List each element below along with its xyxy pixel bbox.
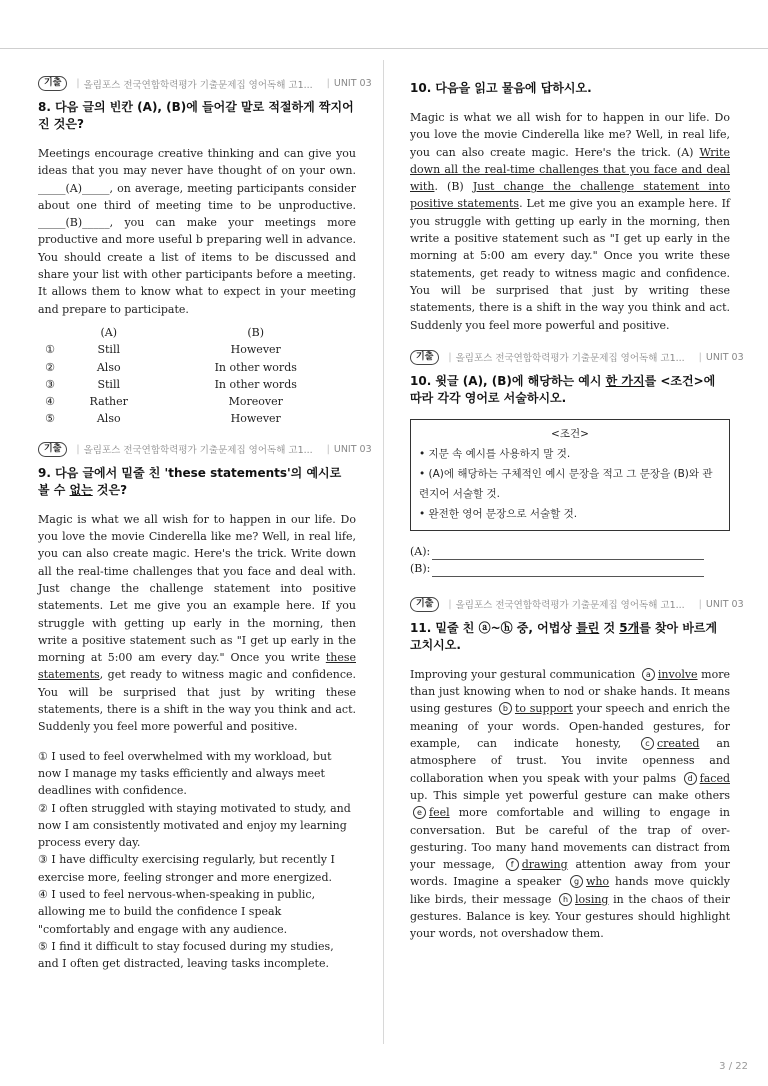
source-title: 올림포스 전국연합학력평가 기출문제집 영어독해 고1... bbox=[83, 445, 313, 457]
option-item[interactable]: ① I used to feel overwhelmed with my workload, but now I manage my tasks efficiently and always meet deadlines with confidence. bbox=[38, 749, 332, 798]
option-row[interactable]: ③ Still In other words bbox=[45, 377, 297, 391]
underlined-item: losing bbox=[575, 892, 609, 906]
source-title: 올림포스 전국연합학력평가 기출문제집 영어독해 고1... bbox=[83, 79, 313, 91]
answer-lines bbox=[410, 543, 730, 577]
source-title: 올림포스 전국연합학력평가 기출문제집 영어독해 고1... bbox=[455, 353, 685, 365]
underlined-item: feel bbox=[429, 806, 450, 820]
option-item[interactable]: ⑤ I find it difficult to stay focused during my studies, and I often get distracted, leaving tasks incomplete. bbox=[38, 939, 334, 971]
circled-letter-marker: h bbox=[559, 893, 572, 906]
exam-badge: 기출 bbox=[410, 597, 439, 612]
page-number: 3 / 22 bbox=[719, 1061, 748, 1072]
unit-label: UNIT 03 bbox=[705, 598, 744, 610]
source-tag: 기출 | 올림포스 전국연합학력평가 기출문제집 영어독해 고1... | UNIT 03 bbox=[410, 350, 730, 365]
option-item[interactable]: ④ I used to feel nervous-when-speaking in public, allowing me to build the confidence I speak "comfortably and engage with any audience. bbox=[38, 887, 316, 936]
source-tag: 기출 | 올림포스 전국연합학력평가 기출문제집 영어독해 고1... | UNIT 03 bbox=[38, 76, 356, 91]
question-10-passage: Magic is what we all wish for to happen in our life. Do you love the movie Cinderella like me? Well, in real life, you can also create magic. Here's the trick. (A) Write down all the real-time challenges that you face and deal with. (B) Just change the challenge statement into positive statements. Let me give you an example here. If you struggle with getting up early in the morning, then write a positive statement such as "I get up early in the morning at 5:00 am every day." Once you write these statements, get ready to witness magic and confidence. You will be surprised that just by writing these statements, there is a shift in the way you think and act. Suddenly you feel more powerful and positive. bbox=[410, 111, 730, 332]
exam-badge: 기출 bbox=[410, 350, 439, 365]
source-title: 올림포스 전국연합학력평가 기출문제집 영어독해 고1... bbox=[455, 600, 685, 612]
question-11-passage: Improving your gestural communication a involve more than just knowing when to nod or shake hands. It means using gestures b to support your speech and enrich the meaning of your words. Open-handed gestures, for example, can indicate honesty, c created an atmosphere of trust. You invite openness and collaboration when you speak with your palms d faced up. This simple yet powerful gesture can make others e feel more comfortable and willing to engage in conversation. But be careful of the trap of over-gesturing. Too many hand movements can distract from your message, f drawing attention away from your words. Imagine a speaker g who hands move quickly like birds, their message h losing in the chaos of their gestures. Balance is key. Your gestures should highlight your words, not overshadow them. bbox=[410, 667, 731, 941]
question-8-options: (A) (B) ① Still However ② Also In other words ③ Still In other words ④ Rather Moreover ⑤ Also However bbox=[38, 324, 356, 428]
exam-badge: 기출 bbox=[38, 442, 67, 457]
top-rule bbox=[0, 48, 768, 49]
unit-label: UNIT 03 bbox=[705, 351, 744, 363]
circled-letter-marker: a bbox=[642, 668, 655, 681]
underlined-item: who bbox=[586, 875, 610, 889]
circled-letter-marker: d bbox=[684, 772, 697, 785]
question-8-passage: Meetings encourage creative thinking and can give you ideas that you may never have thought of on your own. _____(A)_____, on average, meeting participants consider about one third of meeting time to be unproductive. _____(B)_____, you can make your meetings more productive and more useful b preparing well in advance. You should create a list of items to be discussed and share your list with other participants before a meeting. It allows them to know what to expect in your meeting and prepare to participate. bbox=[38, 147, 356, 316]
answer-b-line[interactable]: (B): bbox=[410, 560, 730, 577]
source-tag: 기출 | 올림포스 전국연합학력평가 기출문제집 영어독해 고1... | UNIT 03 bbox=[410, 597, 730, 612]
condition-item: • 완전한 영어 문장으로 서술할 것. bbox=[419, 507, 578, 520]
underlined-item: created bbox=[657, 737, 700, 751]
circled-letter-marker: g bbox=[570, 875, 583, 888]
question-9-passage: Magic is what we all wish for to happen in our life. Do you love the movie Cinderella like me? Well, in real life, you can also create magic. Here's the trick. Write down all the real-time challenges that you face and deal with. Just change the challenge statement into positive statements. Let me give you an example here. If you struggle with getting up early in the morning, then write a positive statement such as "I get up early in the morning at 5:00 am every day." Once you write these statements, get ready to witness magic and confidence. You will be surprised that just by writing these statements, there is a shift in the way you think and act. Suddenly you feel more powerful and positive. bbox=[38, 512, 356, 734]
exam-badge: 기출 bbox=[38, 76, 67, 91]
conditions-title: <조건> bbox=[551, 427, 589, 440]
question-11-title: 11. 밑줄 친 ⓐ~ⓗ 중, 어법상 틀린 것 5개를 찾아 바르게 고치시오. bbox=[410, 620, 718, 652]
conditions-box bbox=[410, 419, 730, 531]
underlined-item: faced bbox=[699, 771, 730, 785]
condition-item: • 지문 속 예시를 사용하지 말 것. bbox=[419, 447, 571, 460]
left-column bbox=[38, 76, 372, 972]
circled-letter-marker: f bbox=[506, 858, 519, 871]
underlined-item: to support bbox=[514, 702, 573, 716]
option-item[interactable]: ③ I have difficulty exercising regularly, but recently I exercise more, feeling stronger and more energized. bbox=[38, 853, 335, 884]
question-9-options bbox=[38, 748, 356, 973]
option-row[interactable]: ⑤ Also However bbox=[45, 412, 281, 426]
question-10b-title: 10. 윗글 (A), (B)에 해당하는 예시 한 가지를 <조건>에 따라 각각 영어로 서술하시오. bbox=[410, 373, 716, 405]
option-row[interactable]: ① Still However bbox=[45, 343, 281, 357]
question-10-title: 10. 다음을 읽고 물음에 답하시오. bbox=[410, 81, 592, 95]
option-row[interactable]: ④ Rather Moreover bbox=[45, 395, 283, 409]
underlined-item: involve bbox=[657, 667, 698, 681]
underlined-phrase: these statements bbox=[38, 651, 356, 682]
condition-item: • (A)에 해당하는 구체적인 예시 문장을 적고 그 문장을 (B)와 관련지어 서술할 것. bbox=[419, 467, 713, 500]
option-item[interactable]: ② I often struggled with staying motivated to study, and now I am consistently motivated and enjoy my learning process every day. bbox=[38, 801, 351, 850]
circled-letter-marker: e bbox=[413, 806, 426, 819]
option-row[interactable]: ② Also In other words bbox=[45, 360, 297, 374]
unit-label: UNIT 03 bbox=[333, 443, 372, 455]
underlined-item: drawing bbox=[521, 858, 568, 872]
right-column bbox=[410, 76, 744, 943]
answer-a-line[interactable]: (A): bbox=[410, 543, 730, 560]
column-divider bbox=[383, 60, 384, 1044]
circled-letter-marker: b bbox=[499, 702, 512, 715]
question-8-title: 8. 다음 글의 빈칸 (A), (B)에 들어갈 말로 적절하게 짝지어진 것은? bbox=[38, 100, 354, 131]
question-9-title: 9. 다음 글에서 밑줄 친 'these statements'의 예시로 볼 수 없는 것은? bbox=[38, 465, 342, 497]
unit-label: UNIT 03 bbox=[333, 78, 372, 89]
source-tag: 기출 | 올림포스 전국연합학력평가 기출문제집 영어독해 고1... | UNIT 03 bbox=[38, 442, 356, 457]
circled-letter-marker: c bbox=[641, 737, 654, 750]
